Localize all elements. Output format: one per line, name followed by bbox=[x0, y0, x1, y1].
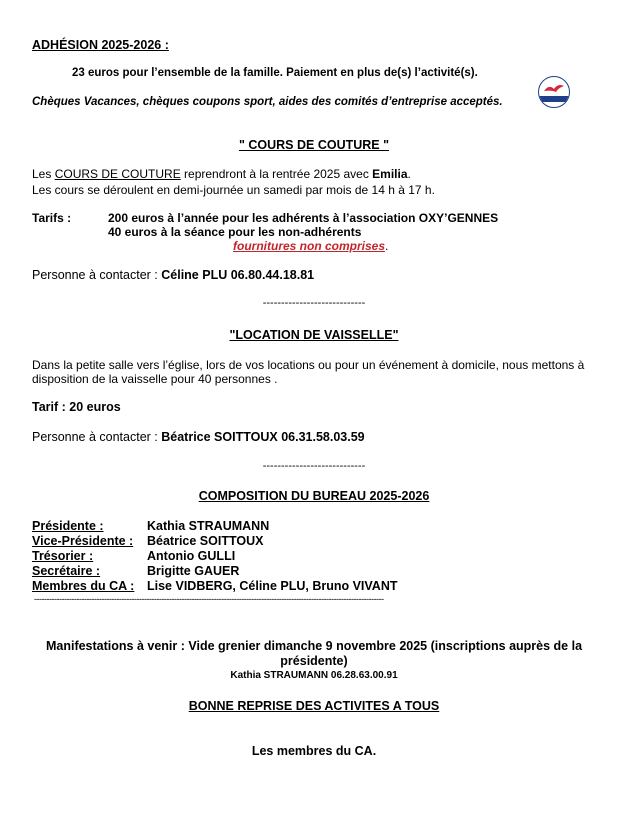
couture-contact-value: Céline PLU 06.80.44.18.81 bbox=[161, 268, 315, 282]
bureau-row-vice-presidente bbox=[32, 534, 263, 548]
bird-icon bbox=[543, 82, 565, 96]
adhesion-payments: Chèques Vacances, chèques coupons sport, aides des comités d’entreprise acceptés. bbox=[32, 96, 503, 108]
logo-band bbox=[539, 96, 569, 102]
vaisselle-contact bbox=[32, 430, 365, 444]
adhesion-price: 23 euros pour l’ensemble de la famille. Paiement en plus de(s) l’activité(s). bbox=[72, 67, 478, 79]
vaisselle-text-2: disposition de la vaisselle pour 40 personnes . bbox=[32, 372, 278, 386]
member-name: Kathia STRAUMANN bbox=[147, 519, 270, 533]
signature: Les membres du CA. bbox=[251, 744, 377, 758]
separator-2: ---------------------------- bbox=[262, 460, 366, 472]
manifestations-contact: Kathia STRAUMANN 06.28.63.00.91 bbox=[230, 670, 398, 681]
role-label: Présidente : bbox=[32, 519, 104, 533]
tarif-adherents: 200 euros à l’année pour les adhérents à l’association OXY’GENNES bbox=[108, 211, 499, 225]
manifestations-line-1: Manifestations à venir : Vide grenier dimanche 9 novembre 2025 (inscriptions auprès de la bbox=[45, 639, 583, 653]
couture-intro-mid: reprendront à la rentrée 2025 avec bbox=[180, 167, 373, 181]
separator-1: ---------------------------- bbox=[262, 297, 366, 309]
bureau-row-tresorier bbox=[32, 549, 235, 563]
role-label: Secrétaire : bbox=[32, 564, 101, 578]
tarifs-label: Tarifs : bbox=[32, 211, 72, 225]
fournitures-text: fournitures non comprises bbox=[233, 239, 386, 253]
vaisselle-text-1: Dans la petite salle vers l’église, lors de vos locations ou pour un événement à domicile, nous mettons à bbox=[32, 358, 585, 372]
bonne-reprise: BONNE REPRISE DES ACTIVITES A TOUS bbox=[188, 699, 440, 713]
bureau-row-secretaire bbox=[32, 564, 239, 578]
fournitures-note bbox=[233, 239, 388, 253]
couture-intro-prefix: Les bbox=[32, 167, 55, 181]
separator-long: -------------------------------------------------------------------------------------------------------------------------------------------- bbox=[34, 594, 384, 604]
vaisselle-tarif: Tarif : 20 euros bbox=[32, 400, 121, 414]
vaisselle-contact-label: Personne à contacter : bbox=[32, 430, 162, 444]
vaisselle-title: "LOCATION DE VAISSELLE" bbox=[229, 328, 399, 342]
tarif-non-adherents: 40 euros à la séance pour les non-adhérents bbox=[108, 225, 362, 239]
adhesion-title: ADHÉSION 2025-2026 : bbox=[32, 38, 169, 52]
role-label: Trésorier : bbox=[32, 549, 94, 563]
couture-teacher: Emilia bbox=[372, 167, 408, 181]
couture-intro-emph: COURS DE COUTURE bbox=[54, 167, 181, 181]
couture-intro bbox=[32, 167, 411, 181]
bureau-title: COMPOSITION DU BUREAU 2025-2026 bbox=[198, 489, 430, 503]
member-name: Lise VIDBERG, Céline PLU, Bruno VIVANT bbox=[147, 579, 398, 593]
couture-intro-end: . bbox=[407, 167, 411, 181]
bureau-row-presidente bbox=[32, 519, 269, 533]
role-label: Membres du CA : bbox=[32, 579, 135, 593]
role-label: Vice-Présidente : bbox=[32, 534, 134, 548]
fournitures-end: . bbox=[385, 239, 389, 253]
couture-contact bbox=[32, 268, 314, 282]
member-name: Béatrice SOITTOUX bbox=[147, 534, 264, 548]
member-name: Brigitte GAUER bbox=[147, 564, 240, 578]
manifestations-line-2: présidente) bbox=[280, 654, 348, 668]
couture-contact-label: Personne à contacter : bbox=[32, 268, 162, 282]
vaisselle-contact-value: Béatrice SOITTOUX 06.31.58.03.59 bbox=[161, 430, 365, 444]
couture-title: " COURS DE COUTURE " bbox=[238, 138, 390, 152]
bureau-row-membres-ca bbox=[32, 579, 398, 593]
member-name: Antonio GULLI bbox=[147, 549, 236, 563]
couture-schedule: Les cours se déroulent en demi-journée un samedi par mois de 14 h à 17 h. bbox=[32, 183, 435, 197]
oxy-gennes-logo bbox=[538, 76, 570, 108]
